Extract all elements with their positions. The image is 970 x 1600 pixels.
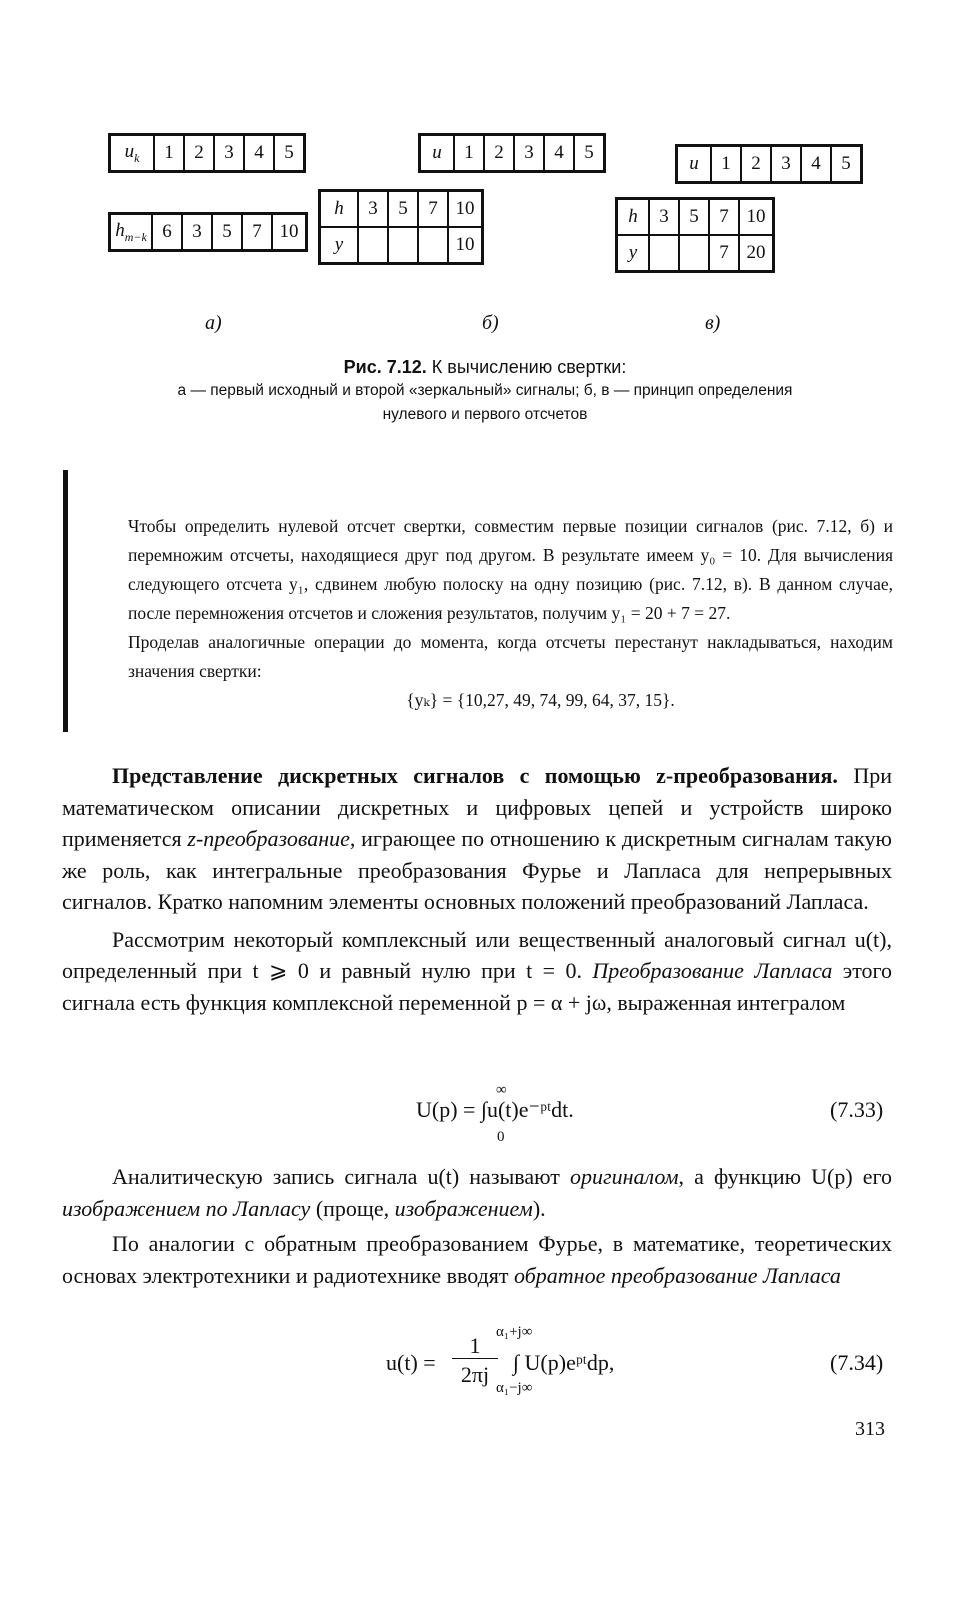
figure-caption: Рис. 7.12. К вычислению свертки: а — первый исходный и второй «зеркальный» сигналы; б, в — принцип определения нулевого и первого отсчетов	[177, 357, 793, 423]
cell: 20	[739, 235, 774, 272]
panel-a-u-label: $u_k$	[110, 135, 155, 172]
cell: 3	[358, 191, 388, 228]
cell: 1	[154, 135, 184, 172]
eq2-fraction-numerator: 1	[452, 1334, 498, 1359]
example-paragraph-1: Чтобы определить нулевой отсчет свертки, совместим первые позиции сигналов (рис. 7.12, б) и перемножим отсчеты, находящиеся друг под другом. В результате имеем y₀ = 10. Для вычисления следующего отсчета y₁, сдвинем любую полоску на одну позицию (рис. 7.12, в). В данном случае, после перемножения отсчетов и сложения результатов, получим y₁ = 20 + 7 = 27.	[128, 516, 893, 623]
cell: 7	[242, 214, 272, 251]
cell	[418, 227, 448, 264]
cell: 1	[711, 146, 741, 183]
panel-b-u-label: u	[420, 135, 455, 172]
eq2-lower-limit: α₁−j∞	[496, 1380, 533, 1396]
cell: 10	[448, 227, 483, 264]
cell: 6	[152, 214, 182, 251]
panel-b-hy-table	[318, 189, 484, 265]
paragraph-laplace: Рассмотрим некоторый комплексный или вещественный аналоговый сигнал u(t), определенный при t ⩾ 0 и равный нулю при t = 0. Преобразование Лапласа этого сигнала есть функция комплексной переменной p = α + jω, выраженная интегралом	[62, 926, 893, 1015]
example-margin-bar	[63, 470, 68, 732]
cell: 5	[574, 135, 605, 172]
cell: 4	[801, 146, 831, 183]
example-text	[128, 512, 893, 715]
equation-number-7-34: (7.34)	[830, 1350, 884, 1375]
paragraph-original: Аналитическую запись сигнала u(t) называют оригиналом, а функцию U(p) его изображением по Лапласу (проще, изображением).	[62, 1164, 893, 1221]
cell: 5	[831, 146, 862, 183]
eq1-lower-limit: 0	[497, 1129, 505, 1145]
panel-c-y-label: y	[617, 235, 650, 272]
panel-a-h-label: $h_{m-k}$	[110, 214, 153, 251]
page-number: 313	[855, 1418, 885, 1440]
panel-a-u-table	[108, 133, 306, 173]
panel-a-h-table	[108, 212, 308, 252]
cell: 1	[454, 135, 484, 172]
cell: 2	[741, 146, 771, 183]
panel-c-h-label: h	[617, 199, 650, 236]
cell: 7	[709, 199, 739, 236]
eq2-lhs: u(t) =	[386, 1350, 436, 1375]
cell	[358, 227, 388, 264]
cell: 7	[709, 235, 739, 272]
paragraph-inverse-laplace: По аналогии с обратным преобразованием Фурье, в математике, теоретических основах электротехники и радиотехнике вводят обратное преобразование Лапласа	[62, 1231, 892, 1288]
example-paragraph-2: Проделав аналогичные операции до момента, когда отсчеты перестанут накладываться, находим значения свертки:	[128, 632, 893, 681]
cell	[649, 235, 679, 272]
panel-c-u-table	[675, 144, 863, 184]
cell: 2	[484, 135, 514, 172]
cell: 5	[274, 135, 305, 172]
equation-7-33: U(p) = ∫u(t)e⁻ᵖᵗdt.	[416, 1097, 574, 1122]
panel-label-b: б)	[482, 312, 499, 334]
eq1-upper-limit: ∞	[496, 1082, 507, 1098]
cell: 4	[544, 135, 574, 172]
panel-label-c: в)	[705, 312, 721, 334]
cell: 3	[182, 214, 212, 251]
cell: 3	[514, 135, 544, 172]
cell: 2	[184, 135, 214, 172]
convolution-result: {yₖ} = {10,27, 49, 74, 99, 64, 37, 15}.	[406, 690, 675, 710]
cell	[388, 227, 418, 264]
paragraph-z-transform: Представление дискретных сигналов с помощью z-преобразования. При математическом описании дискретных и цифровых цепей и устройств широко применяется z-преобразование, играющее по отношению к дискретным сигналам такую же роль, как интегральные преобразования Фурье и Лапласа для непрерывных сигналов. Кратко напомним элементы основных положений преобразований Лапласа.	[62, 763, 892, 914]
cell: 3	[771, 146, 801, 183]
equation-7-34: ∫ U(p)eᵖᵗdp,	[513, 1350, 615, 1375]
eq2-upper-limit: α₁+j∞	[496, 1324, 533, 1340]
eq2-fraction-denominator: 2πj	[460, 1362, 490, 1387]
panel-b-u-table	[418, 133, 606, 173]
cell: 3	[214, 135, 244, 172]
cell: 3	[649, 199, 679, 236]
cell	[679, 235, 709, 272]
cell: 10	[739, 199, 774, 236]
equation-number-7-33: (7.33)	[830, 1097, 884, 1122]
cell: 5	[212, 214, 242, 251]
cell: 10	[448, 191, 483, 228]
cell: 5	[679, 199, 709, 236]
panel-label-a: а)	[205, 312, 222, 334]
panel-c-u-label: u	[677, 146, 712, 183]
main-text-2	[62, 1161, 892, 1291]
main-text	[62, 760, 892, 1018]
cell: 7	[418, 191, 448, 228]
panel-b-y-label: y	[320, 227, 359, 264]
cell: 10	[272, 214, 307, 251]
cell: 5	[388, 191, 418, 228]
panel-b-h-label: h	[320, 191, 359, 228]
panel-c-hy-table	[615, 197, 775, 273]
section-heading: Представление дискретных сигналов с помощью z-преобразования.	[112, 763, 838, 788]
cell: 4	[244, 135, 274, 172]
